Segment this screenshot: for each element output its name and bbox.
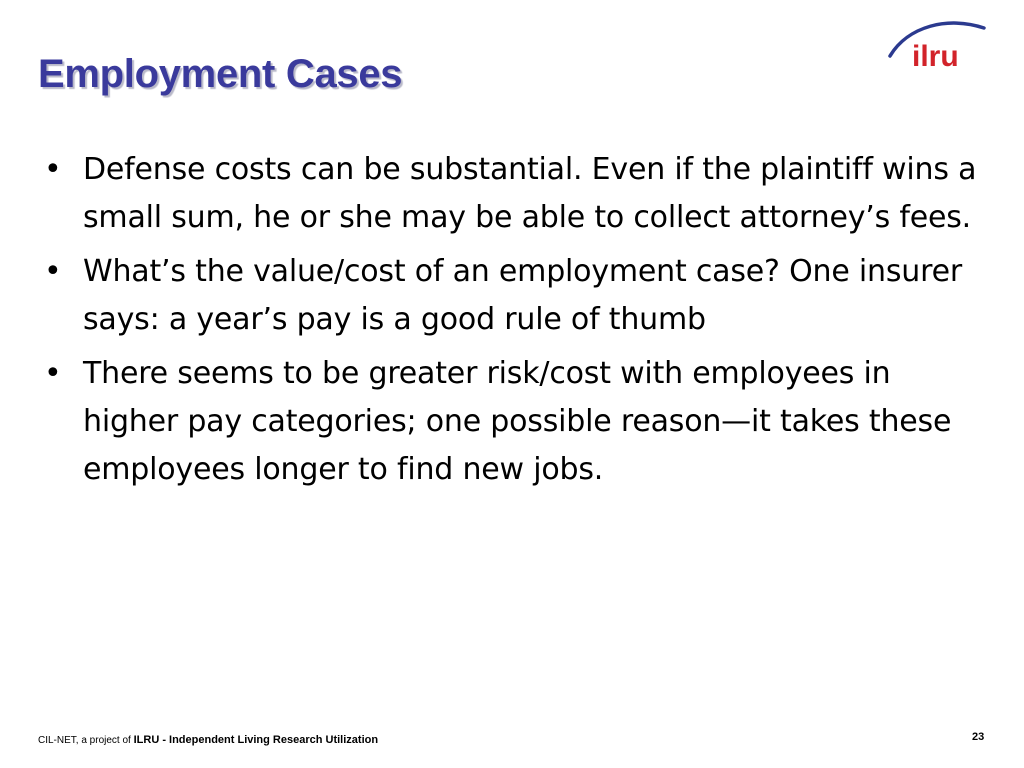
footer-organization: ILRU - Independent Living Research Utilization (133, 734, 379, 746)
ilru-logo (886, 12, 990, 72)
bullet-item (44, 146, 994, 242)
bullet-item (44, 350, 994, 494)
bullet-marker: • (44, 356, 62, 391)
bullet-marker: • (44, 152, 62, 187)
bullet-marker: • (44, 254, 62, 289)
logo-text: ilru (912, 40, 959, 72)
bullet-text: Defense costs can be substantial. Even if the plaintiff wins a small sum, he or she may be able to collect attorney’s fees. (83, 152, 977, 235)
bullet-text: What’s the value/cost of an employment case? One insurer says: a year’s pay is a good rule of thumb (83, 254, 962, 337)
bullet-list (44, 146, 994, 500)
bullet-text: There seems to be greater risk/cost with employees in higher pay categories; one possible reason—it takes these employees longer to find new jobs. (83, 356, 952, 487)
bullet-item (44, 248, 994, 344)
footer-credit (38, 734, 378, 746)
page-number: 23 (972, 731, 985, 743)
footer-project-prefix: CIL-NET, a project of (38, 735, 134, 746)
slide-title: Employment Cases (38, 52, 403, 96)
